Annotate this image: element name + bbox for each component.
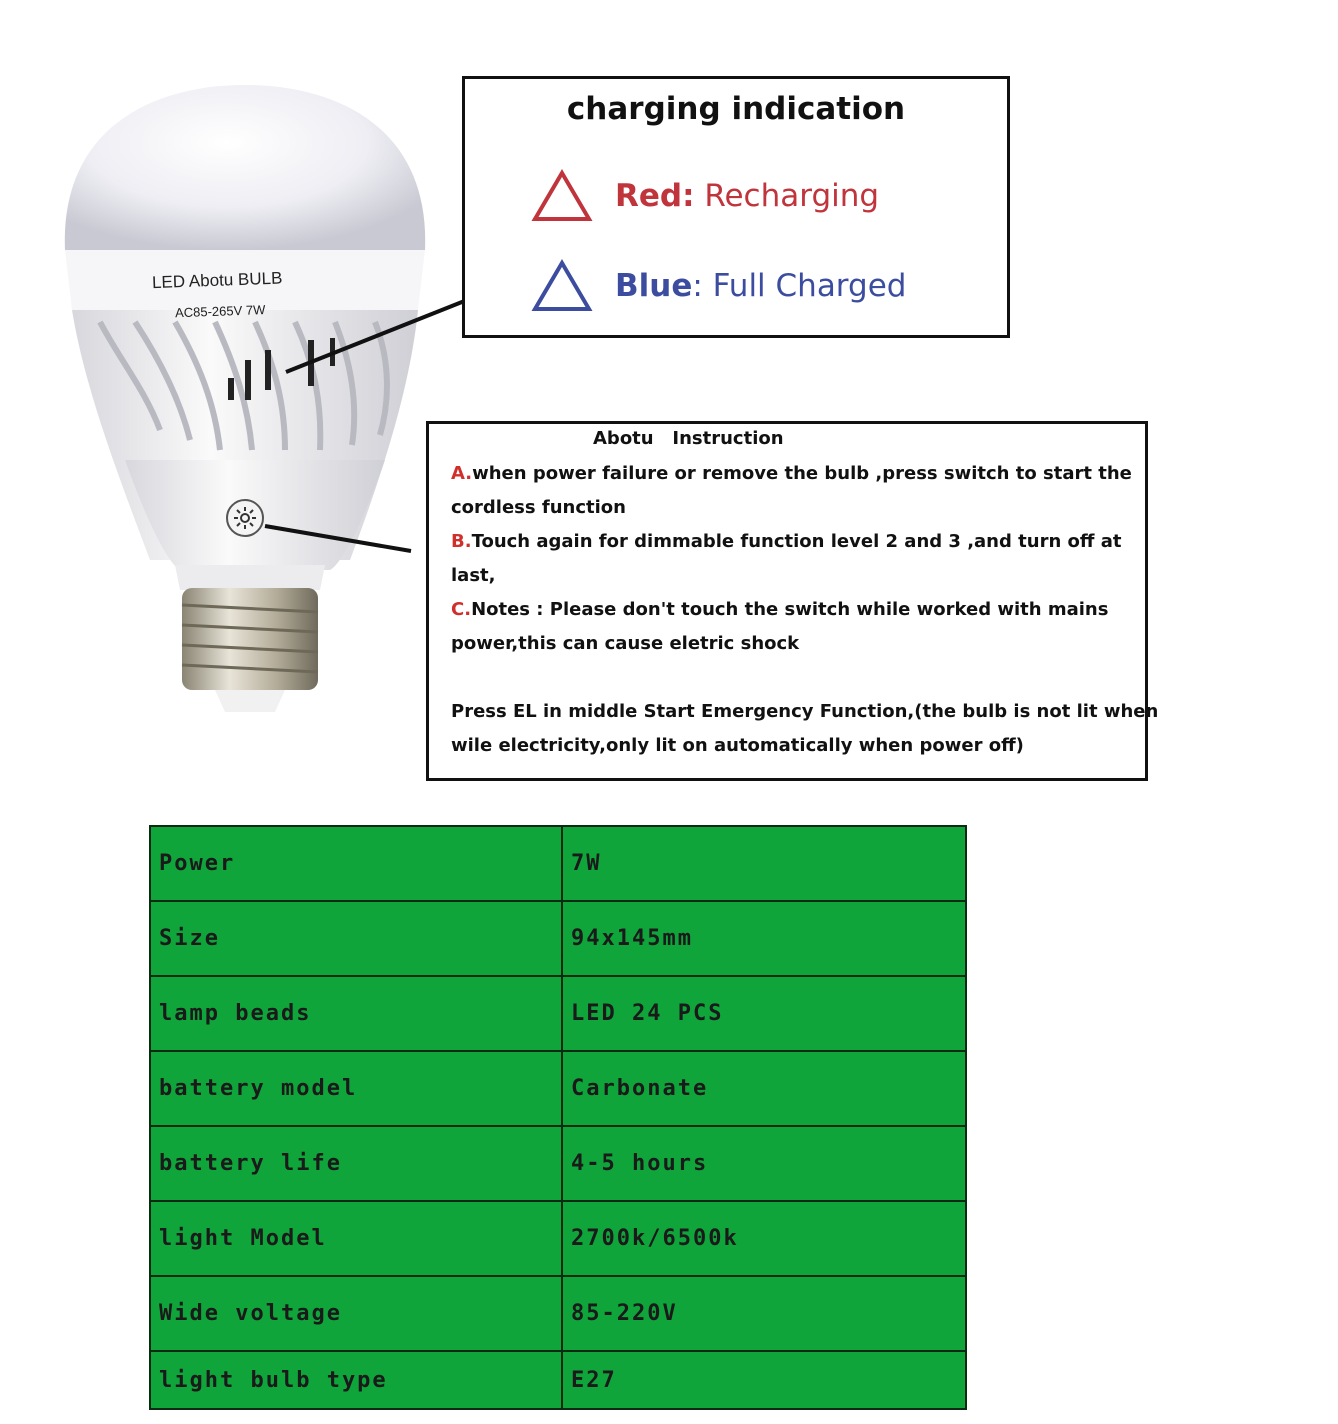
instruction-a-line-1: A.when power failure or remove the bulb ,press switch to start the [451, 463, 1132, 484]
instruction-panel [426, 421, 1159, 781]
table-row [150, 976, 966, 1051]
instruction-body [451, 457, 1159, 763]
spec-value: 85-220V [562, 1276, 966, 1351]
spec-key: Wide voltage [150, 1276, 562, 1351]
charging-title: charging indication [566, 91, 906, 127]
spec-value: Carbonate [562, 1051, 966, 1126]
charging-red-row [531, 169, 879, 223]
table-row [150, 901, 966, 976]
bulb-label-1: LED Abotu BULB [151, 268, 283, 293]
spec-key: battery model [150, 1051, 562, 1126]
red-value: Recharging [694, 178, 880, 214]
instruction-c-line-1: C.Notes : Please don't touch the switch while worked with mains [451, 599, 1109, 620]
spec-key: lamp beads [150, 976, 562, 1051]
spec-value: 94x145mm [562, 901, 966, 976]
table-row [150, 1351, 966, 1409]
spec-key: Size [150, 901, 562, 976]
instruction-title: Abotu Instruction [593, 428, 784, 449]
table-row [150, 826, 966, 901]
bulb-label-2: AC85-265V 7W [174, 302, 266, 321]
instruction-b-line-1: B.Touch again for dimmable function level 2 and 3 ,and turn off at [451, 531, 1122, 552]
spec-value: 4-5 hours [562, 1126, 966, 1201]
blue-key: Blue [615, 268, 693, 304]
instruction-press-line-2: wile electricity,only lit on automatically when power off) [451, 735, 1024, 756]
spec-value: 2700k/6500k [562, 1201, 966, 1276]
instruction-press-line-1: Press EL in middle Start Emergency Function,(the bulb is not lit when [451, 701, 1159, 722]
red-key: Red: [615, 178, 695, 214]
spec-key: battery life [150, 1126, 562, 1201]
table-row [150, 1126, 966, 1201]
spec-key: light bulb type [150, 1351, 562, 1409]
charging-indication-panel [462, 76, 1010, 338]
instruction-a-line-2: cordless function [451, 497, 626, 518]
blue-triangle-icon [531, 259, 593, 313]
spec-value: 7W [562, 826, 966, 901]
spec-value: LED 24 PCS [562, 976, 966, 1051]
table-row [150, 1276, 966, 1351]
instruction-b-line-2: last, [451, 565, 496, 586]
switch-button [227, 500, 263, 536]
specs-table [149, 825, 967, 1410]
blue-value: : Full Charged [692, 268, 907, 304]
spec-key: Power [150, 826, 562, 901]
instruction-c-line-2: power,this can cause eletric shock [451, 633, 800, 654]
spec-value: E27 [562, 1351, 966, 1409]
spec-key: light Model [150, 1201, 562, 1276]
table-row [150, 1201, 966, 1276]
table-row [150, 1051, 966, 1126]
led-bulb-image [40, 60, 460, 740]
charging-blue-row [531, 259, 906, 313]
red-triangle-icon [531, 169, 593, 223]
